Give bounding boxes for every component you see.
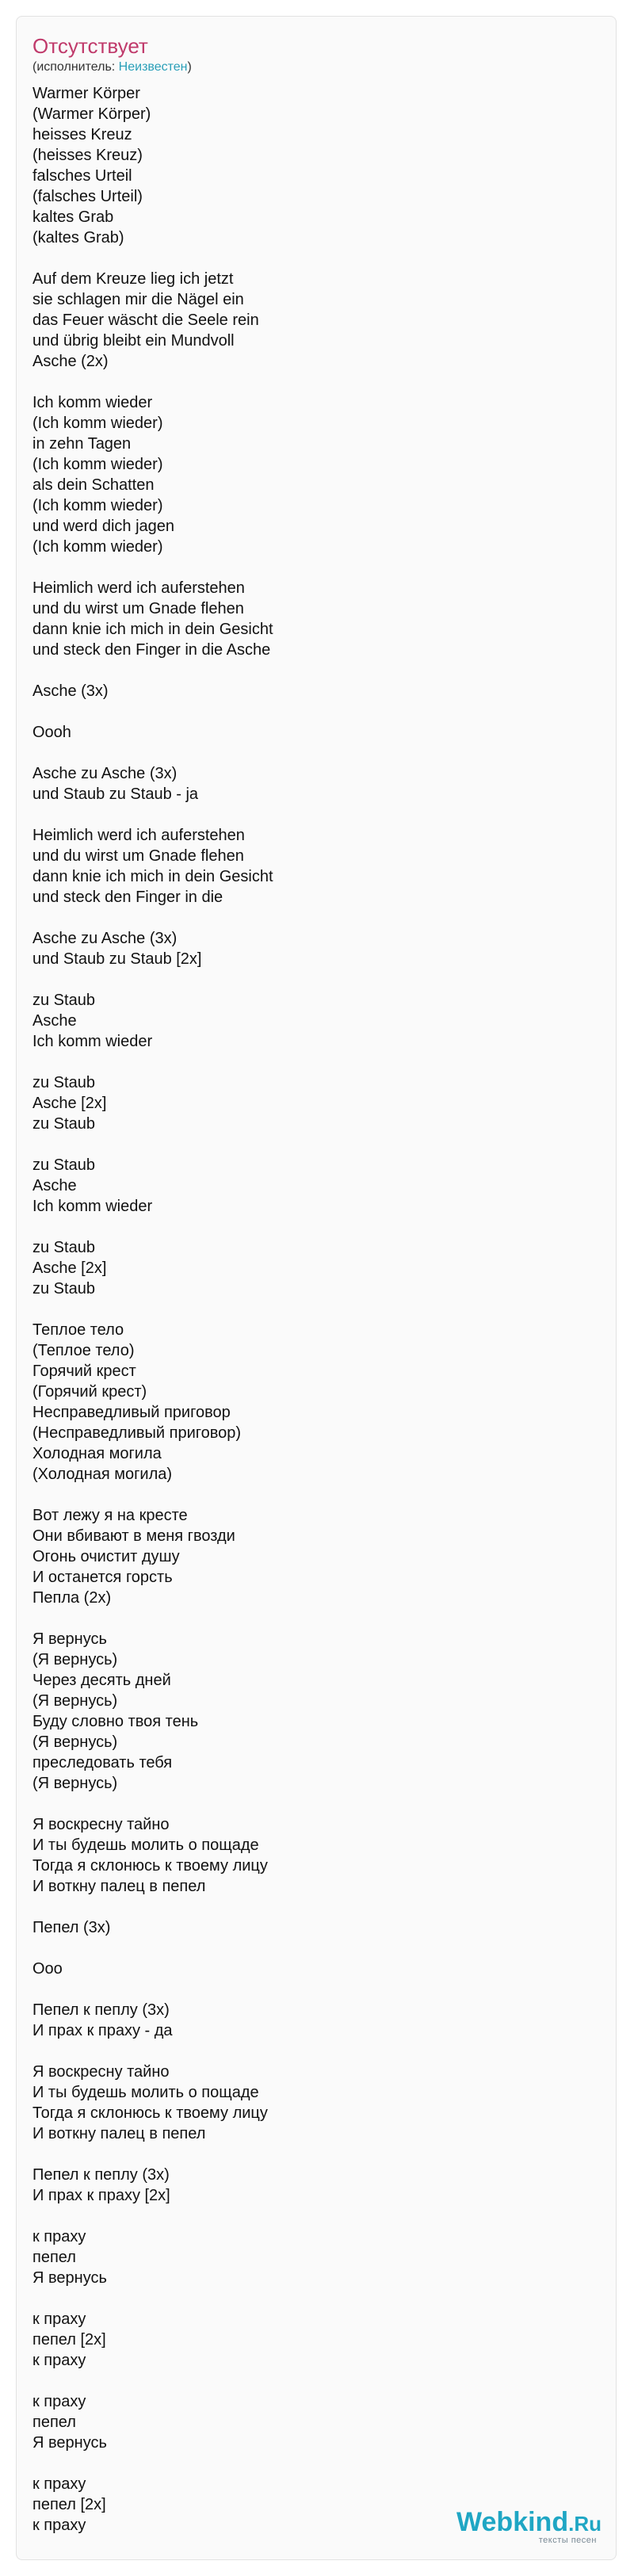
lyrics-line: И воткну палец в пепел (32, 2125, 206, 2142)
artist-suffix: ) (187, 60, 192, 74)
lyrics-line: und werd dich jagen (32, 518, 175, 535)
lyrics-line: к праху (32, 2228, 86, 2245)
lyrics-blank-line (32, 1979, 587, 2000)
artist-prefix: (исполнитель: (32, 60, 119, 74)
lyrics-card (16, 16, 617, 2560)
lyrics-line: к праху (32, 2310, 86, 2328)
lyrics-line: das Feuer wäscht die Seele rein (32, 311, 259, 329)
lyrics-blank-line (32, 805, 587, 825)
lyrics-line: (Холодная могила) (32, 1466, 173, 1483)
lyrics-line: (Горячий крест) (32, 1383, 147, 1401)
lyrics-line: Ich komm wieder (32, 394, 153, 411)
lyrics-line: Я воскресну тайно (32, 1816, 170, 1833)
lyrics-line: und Staub zu Staub [2x] (32, 950, 202, 968)
lyrics-line: zu Staub (32, 1239, 95, 1256)
lyrics-line: (Я вернусь) (32, 1651, 118, 1668)
lyrics-line: Огонь очистит душу (32, 1548, 180, 1565)
lyrics-line: Несправедливый приговор (32, 1404, 231, 1421)
lyrics-line: Heimlich werd ich auferstehen (32, 579, 245, 597)
lyrics-line: dann knie ich mich in dein Gesicht (32, 621, 273, 638)
lyrics-blank-line (32, 2041, 587, 2062)
lyrics-blank-line (32, 1134, 587, 1155)
lyrics-line: Вот лежу я на кресте (32, 1507, 188, 1524)
lyrics-line: к праху (32, 2517, 86, 2534)
lyrics-line: Asche (2x) (32, 353, 109, 370)
lyrics-line: Буду словно твоя тень (32, 1713, 199, 1730)
lyrics-line: (kaltes Grab) (32, 229, 124, 247)
lyrics-line: Пепла (2x) (32, 1589, 112, 1607)
lyrics-line: sie schlagen mir die Nägel ein (32, 291, 244, 308)
lyrics-line: Холодная могила (32, 1445, 162, 1462)
lyrics-line: als dein Schatten (32, 476, 155, 494)
lyrics-line: Heimlich werd ich auferstehen (32, 827, 245, 844)
lyrics-line: Asche [2x] (32, 1259, 107, 1277)
lyrics-line: und du wirst um Gnade flehen (32, 600, 244, 617)
lyrics-line: Пепел к пеплу (3x) (32, 2166, 170, 2184)
lyrics-line: (falsches Urteil) (32, 188, 143, 205)
song-header (32, 34, 192, 75)
lyrics-line: (Я вернусь) (32, 1692, 118, 1710)
lyrics-line: пепел (32, 2249, 76, 2266)
lyrics-line: Я вернусь (32, 2434, 107, 2452)
lyrics-blank-line (32, 908, 587, 928)
lyrics-blank-line (32, 248, 587, 269)
lyrics-line: к праху (32, 2352, 86, 2369)
lyrics-line: Oooh (32, 724, 71, 741)
lyrics-line: Asche [2x] (32, 1095, 107, 1112)
lyrics-blank-line (32, 2206, 587, 2226)
lyrics-line: falsches Urteil (32, 167, 132, 185)
lyrics-line: (Ich komm wieder) (32, 415, 163, 432)
lyrics-text (32, 83, 587, 2536)
logo-web: Web (456, 2507, 514, 2537)
lyrics-line: Они вбивают в меня гвозди (32, 1527, 235, 1545)
lyrics-blank-line (32, 1897, 587, 1917)
lyrics-blank-line (32, 1608, 587, 1629)
webkind-logo[interactable] (456, 2508, 602, 2545)
lyrics-line: (Я вернусь) (32, 1733, 118, 1751)
lyrics-line: (Ich komm wieder) (32, 456, 163, 473)
lyrics-blank-line (32, 2144, 587, 2165)
lyrics-blank-line (32, 1299, 587, 1320)
lyrics-line: (Я вернусь) (32, 1775, 118, 1792)
lyrics-blank-line (32, 1938, 587, 1959)
song-title: Отсутствует (32, 34, 148, 58)
lyrics-line: und du wirst um Gnade flehen (32, 847, 244, 865)
lyrics-blank-line (32, 1794, 587, 1814)
lyrics-line: (Ich komm wieder) (32, 538, 163, 556)
lyrics-line: dann knie ich mich in dein Gesicht (32, 868, 273, 885)
lyrics-line: (Ich komm wieder) (32, 497, 163, 514)
lyrics-line: (heisses Kreuz) (32, 147, 143, 164)
lyrics-line: Ich komm wieder (32, 1198, 153, 1215)
logo-kind: kind (513, 2507, 569, 2537)
lyrics-line: к праху (32, 2393, 86, 2410)
lyrics-line: Ich komm wieder (32, 1033, 153, 1050)
lyrics-line: Тогда я склонюсь к твоему лицу (32, 1857, 268, 1875)
logo-wordmark (456, 2508, 602, 2538)
lyrics-line: Asche zu Asche (3x) (32, 765, 178, 782)
lyrics-blank-line (32, 2288, 587, 2309)
lyrics-blank-line (32, 2371, 587, 2391)
lyrics-blank-line (32, 660, 587, 681)
artist-line (32, 59, 192, 75)
lyrics-line: Тогда я склонюсь к твоему лицу (32, 2104, 268, 2122)
lyrics-line: Ооо (32, 1960, 63, 1978)
lyrics-line: И ты будешь молить о пощаде (32, 1836, 259, 1854)
lyrics-line: und Staub zu Staub - ja (32, 785, 199, 803)
lyrics-line: zu Staub (32, 1280, 95, 1298)
lyrics-line: И ты будешь молить о пощаде (32, 2084, 259, 2101)
lyrics-line: Asche (3x) (32, 682, 109, 700)
lyrics-line: Я вернусь (32, 2269, 107, 2287)
lyrics-line: пепел [2x] (32, 2496, 106, 2513)
lyrics-line: in zehn Tagen (32, 435, 132, 453)
lyrics-line: Пепел к пеплу (3x) (32, 2001, 170, 2019)
lyrics-line: (Несправедливый приговор) (32, 1424, 242, 1442)
lyrics-line: к праху (32, 2475, 86, 2493)
logo-ru: .Ru (568, 2512, 602, 2536)
lyrics-line: И останется горсть (32, 1569, 173, 1586)
lyrics-blank-line (32, 701, 587, 722)
lyrics-line: zu Staub (32, 1115, 95, 1133)
lyrics-line: Горячий крест (32, 1363, 136, 1380)
lyrics-line: kaltes Grab (32, 208, 114, 226)
lyrics-blank-line (32, 1217, 587, 1237)
lyrics-line: Warmer Körper (32, 85, 140, 102)
lyrics-line: und übrig bleibt ein Mundvoll (32, 332, 235, 350)
lyrics-blank-line (32, 1052, 587, 1072)
lyrics-line: und steck den Finger in die (32, 889, 223, 906)
lyrics-blank-line (32, 372, 587, 392)
lyrics-blank-line (32, 2453, 587, 2474)
lyrics-line: пепел (32, 2414, 76, 2431)
lyrics-line: преследовать тебя (32, 1754, 173, 1771)
lyrics-line: И прах к праху [2x] (32, 2187, 170, 2204)
lyrics-line: пепел [2x] (32, 2331, 106, 2349)
lyrics-line: Пепел (3x) (32, 1919, 111, 1936)
lyrics-line: Auf dem Kreuze lieg ich jetzt (32, 270, 234, 288)
lyrics-line: Через десять дней (32, 1672, 171, 1689)
lyrics-line: zu Staub (32, 1074, 95, 1091)
lyrics-line: (Warmer Körper) (32, 105, 151, 123)
lyrics-blank-line (32, 557, 587, 578)
artist-link[interactable]: Неизвестен (118, 60, 188, 74)
lyrics-line: zu Staub (32, 1156, 95, 1174)
lyrics-blank-line (32, 969, 587, 990)
lyrics-line: Я вернусь (32, 1630, 107, 1648)
lyrics-line: Asche zu Asche (3x) (32, 930, 178, 947)
lyrics-line: und steck den Finger in die Asche (32, 641, 271, 659)
logo-tagline: тексты песен (538, 2536, 597, 2545)
lyrics-line: Я воскресну тайно (32, 2063, 170, 2081)
lyrics-line: И воткну палец в пепел (32, 1878, 206, 1895)
lyrics-line: Asche (32, 1012, 77, 1030)
lyrics-blank-line (32, 743, 587, 763)
lyrics-line: Asche (32, 1177, 77, 1194)
lyrics-line: Теплое тело (32, 1321, 124, 1339)
lyrics-line: zu Staub (32, 992, 95, 1009)
lyrics-blank-line (32, 1485, 587, 1505)
lyrics-line: И прах к праху - да (32, 2022, 173, 2039)
lyrics-line: (Теплое тело) (32, 1342, 135, 1359)
lyrics-line: heisses Kreuz (32, 126, 132, 143)
